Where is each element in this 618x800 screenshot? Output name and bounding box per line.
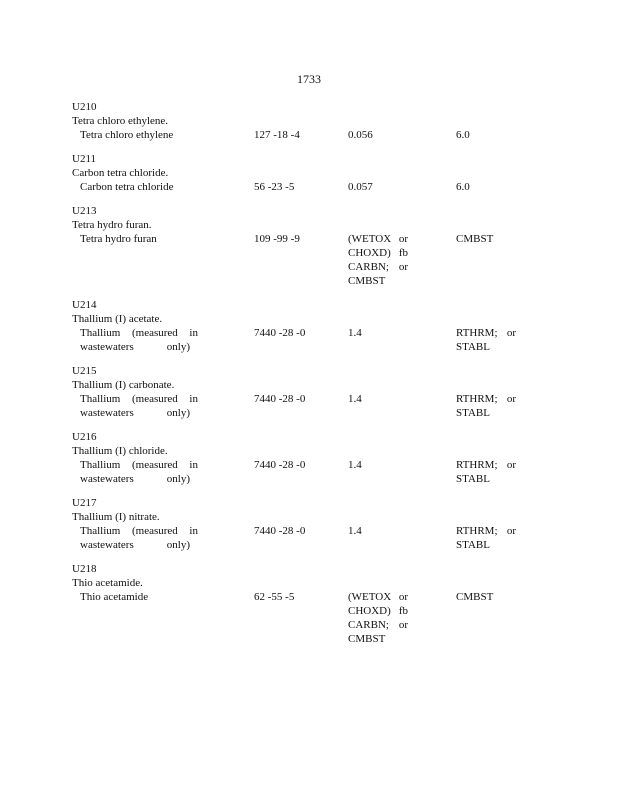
cas-number: 7440 -28 -0 xyxy=(254,459,306,471)
constituent-name xyxy=(80,458,198,486)
constituent-name xyxy=(80,392,198,420)
waste-title: Tetra hydro furan. xyxy=(72,219,152,231)
waste-code: U216 xyxy=(72,431,97,443)
waste-code: U214 xyxy=(72,299,97,311)
wastewater-standard-line: CHOXD) fb xyxy=(348,605,408,617)
cas-number: 7440 -28 -0 xyxy=(254,327,306,339)
nonwastewater-standard-line: STABL xyxy=(456,341,490,353)
constituent-name xyxy=(80,180,198,194)
constituent-name-line: Tetra hydro furan xyxy=(80,233,157,245)
nonwastewater-standard-line: STABL xyxy=(456,473,490,485)
waste-title: Thallium (I) carbonate. xyxy=(72,379,175,391)
constituent-name-line: Thallium (measured in xyxy=(80,459,198,471)
constituent-row xyxy=(72,128,572,142)
constituent-name-line: Thallium (measured in xyxy=(80,525,198,537)
nonwastewater-standard-line: 6.0 xyxy=(456,129,470,141)
nonwastewater-standard-line: 6.0 xyxy=(456,181,470,193)
wastewater-standard-line: (WETOX or xyxy=(348,233,408,245)
constituent-name-line: Thio acetamide xyxy=(80,591,149,603)
constituent-name-line: wastewaters only) xyxy=(80,341,190,353)
wastewater-standard-line: CARBN; or xyxy=(348,261,408,273)
wastewater-standard-line: 0.056 xyxy=(348,129,373,141)
waste-entry xyxy=(72,152,572,194)
wastewater-standard xyxy=(348,590,408,646)
wastewater-standard xyxy=(348,458,408,472)
wastewater-standard xyxy=(348,392,408,406)
wastewater-standard-line: CHOXD) fb xyxy=(348,247,408,259)
constituent-name xyxy=(80,232,198,246)
nonwastewater-standard-line: STABL xyxy=(456,407,490,419)
waste-title: Thallium (I) acetate. xyxy=(72,313,163,325)
waste-title: Thio acetamide. xyxy=(72,577,143,589)
nonwastewater-standard xyxy=(456,524,516,552)
cas-number: 7440 -28 -0 xyxy=(254,525,306,537)
constituent-row xyxy=(72,392,572,420)
wastewater-standard xyxy=(348,232,408,288)
wastewater-standard-line: 1.4 xyxy=(348,459,362,471)
constituent-row xyxy=(72,458,572,486)
wastewater-standard-line: (WETOX or xyxy=(348,591,408,603)
wastewater-standard xyxy=(348,524,408,538)
constituent-row xyxy=(72,590,572,646)
constituent-name-line: Thallium (measured in xyxy=(80,393,198,405)
waste-entry xyxy=(72,204,572,288)
waste-code: U218 xyxy=(72,563,97,575)
constituent-name-line: Tetra chloro ethylene xyxy=(80,129,174,141)
constituent-row xyxy=(72,326,572,354)
waste-entry xyxy=(72,562,572,646)
waste-code: U215 xyxy=(72,365,97,377)
constituent-name xyxy=(80,590,198,604)
waste-code: U217 xyxy=(72,497,97,509)
waste-entry xyxy=(72,496,572,552)
wastewater-standard-line: 0.057 xyxy=(348,181,373,193)
waste-title: Thallium (I) chloride. xyxy=(72,445,168,457)
waste-code: U211 xyxy=(72,153,97,165)
page-number: 1733 xyxy=(297,72,321,86)
cas-number: 109 -99 -9 xyxy=(254,233,300,245)
waste-entry xyxy=(72,100,572,142)
nonwastewater-standard-line: RTHRM; or xyxy=(456,393,516,405)
waste-entry xyxy=(72,430,572,486)
waste-code-list xyxy=(72,100,572,656)
cas-number: 7440 -28 -0 xyxy=(254,393,306,405)
constituent-name-line: Thallium (measured in xyxy=(80,327,198,339)
wastewater-standard-line: 1.4 xyxy=(348,525,362,537)
nonwastewater-standard xyxy=(456,128,516,142)
cas-number: 127 -18 -4 xyxy=(254,129,300,141)
constituent-name-line: wastewaters only) xyxy=(80,539,190,551)
nonwastewater-standard xyxy=(456,232,516,246)
wastewater-standard-line: 1.4 xyxy=(348,327,362,339)
constituent-name xyxy=(80,326,198,354)
nonwastewater-standard-line: RTHRM; or xyxy=(456,327,516,339)
waste-code: U210 xyxy=(72,101,97,113)
nonwastewater-standard xyxy=(456,590,516,604)
nonwastewater-standard xyxy=(456,180,516,194)
wastewater-standard xyxy=(348,128,408,142)
constituent-row xyxy=(72,232,572,288)
waste-title: Tetra chloro ethylene. xyxy=(72,115,169,127)
nonwastewater-standard xyxy=(456,326,516,354)
nonwastewater-standard-line: RTHRM; or xyxy=(456,459,516,471)
constituent-name-line: wastewaters only) xyxy=(80,473,190,485)
nonwastewater-standard-line: STABL xyxy=(456,539,490,551)
nonwastewater-standard-line: CMBST xyxy=(456,591,494,603)
waste-title: Thallium (I) nitrate. xyxy=(72,511,160,523)
nonwastewater-standard xyxy=(456,392,516,420)
constituent-name xyxy=(80,524,198,552)
wastewater-standard xyxy=(348,326,408,340)
nonwastewater-standard-line: RTHRM; or xyxy=(456,525,516,537)
constituent-name-line: wastewaters only) xyxy=(80,407,190,419)
cas-number: 62 -55 -5 xyxy=(254,591,295,603)
constituent-row xyxy=(72,524,572,552)
waste-code: U213 xyxy=(72,205,97,217)
constituent-row xyxy=(72,180,572,194)
constituent-name-line: Carbon tetra chloride xyxy=(80,181,174,193)
waste-entry xyxy=(72,298,572,354)
cas-number: 56 -23 -5 xyxy=(254,181,295,193)
wastewater-standard-line: CMBST xyxy=(348,275,386,287)
wastewater-standard-line: 1.4 xyxy=(348,393,362,405)
waste-title: Carbon tetra chloride. xyxy=(72,167,169,179)
nonwastewater-standard xyxy=(456,458,516,486)
waste-entry xyxy=(72,364,572,420)
wastewater-standard-line: CMBST xyxy=(348,633,386,645)
wastewater-standard-line: CARBN; or xyxy=(348,619,408,631)
nonwastewater-standard-line: CMBST xyxy=(456,233,494,245)
wastewater-standard xyxy=(348,180,408,194)
constituent-name xyxy=(80,128,198,142)
